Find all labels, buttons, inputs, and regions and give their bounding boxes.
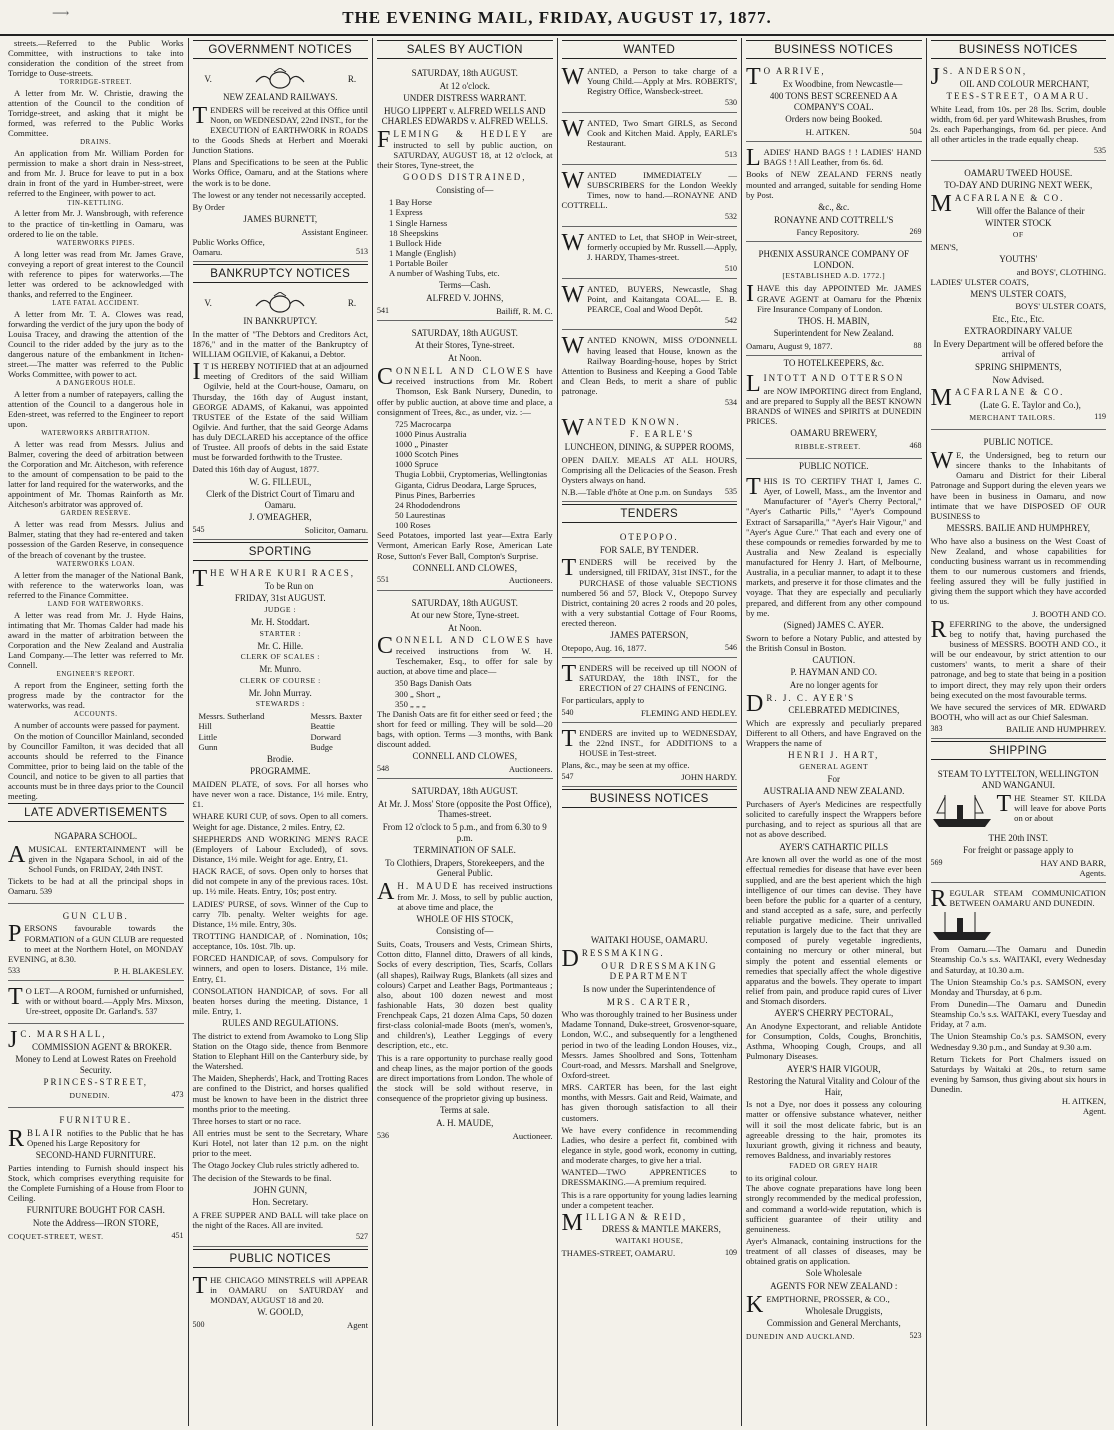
race-official: Mr. John Murray. <box>248 687 312 698</box>
race-event: FORCED HANDICAP, of sovs. Compulsory for winners, and open to losers. Distance, 1½ mile. Entry, £1. <box>192 953 368 984</box>
drop-cap: W <box>561 115 585 142</box>
drop-cap: W <box>561 229 585 256</box>
steward-name: Beattie <box>310 721 335 732</box>
steward-name: Messrs. Baxter <box>310 711 362 722</box>
ad-number: 513 <box>725 150 737 160</box>
section-sales-by-auction: SALES BY AUCTION <box>377 40 553 59</box>
ad-whare-kuri-races: THE WHARE KURI RACES, To be Run on FRIDAY, 31st AUGUST. JUDGE : Mr. H. Stoddart. STARTER : Mr. C. Hille. CLERK OF SCALES : Mr. Munro. CLERK OF COURSE : Mr. John Murray. STEWARDS : Messrs. Sutherland Hill Little Gunn Messrs. Baxter Beattie Dorward Budge Brodie. PROGRAMME. MAIDEN PLATE, of sovs. For all horses who have never won a race. Distance, 1½ mile. Entry, £1. WHARE KURI CUP, of sovs. Open to all comers. Weight for age. Distance, 2 miles. Entry, £2. SHEPHERDS AND WORKING MEN'S RACE (Employers of Labour Excluded), of sovs. Distance, 1½ mile. Weight for age. Entry, £1. HACK RACE, of sovs. Open only to horses that did not compete in any of the previous races. 10st. up. 1½ mile. Heats. Entry, 10s; post entry. LADIES' PURSE, of sovs. Winner of the Cup to carry 7lb. penalty. Welter weights for age. Distance, 1½ mile. Entry, 30s. TROTTING HANDICAP, of . Nomination, 10s; acceptance, 10s. 10st. 7lb. up. FORCED HANDICAP, of sovs. Compulsory for winners, and open to losers. Distance, 1½ mile. Entry, £1. CONSOLATION HANDICAP, of sovs. For all beaten horses during the meeting. Distance, 1 mile. Entry, 1. RULES AND REGULATIONS. The district to extend from Awamoko to Long Slip Station on the Otago side, thence from Benmore Station to Elephant Hill on the Canterbury side, by the Watershed. The Maiden, Shepherds', Hack, and Trotting Races are confined to the District, and horses qualified must be known to have been in the district three months prior to the meeting. Three horses to start or no race. All entries must be sent to the Secretary, Whare Kuri Hotel, not later than 12 p.m. on the night prior to the meet. The Otago Jockey Club rules strictly adhered to. The decision of the Stewards to be final. JOHN GUNN, Hon. Secretary. A FREE SUPPER AND BALL will take place on the night of the Races. All are invited. 527 <box>193 565 369 1246</box>
column-1 <box>4 38 189 1426</box>
list-item: 725 Macrocarpa <box>395 418 452 429</box>
race-rule: Three horses to start or no race. <box>192 1115 302 1126</box>
ad-number: 542 <box>725 316 737 325</box>
news-paragraph: A long letter was read from Mr. James Grave, conveying a report of great interest to the Council with reference to pipes for waterworks.—The letter was ordered to be acknowledged with thanks, and referred to the Engineer. <box>8 248 184 299</box>
ad-wanted <box>562 281 738 331</box>
news-paragraph: A letter from Mr. W. Christie, drawing the attention of the Council to the condition of Torridge-street, and asking that it might be formed, was referred to the Public Works Committee. <box>8 88 184 139</box>
section-government-notices: GOVERNMENT NOTICES <box>193 40 369 59</box>
stewards-right <box>310 711 362 752</box>
drop-cap: W <box>561 167 585 194</box>
ad-trees-sale: SATURDAY, 18th AUGUST. At their Stores, Tyne-street. At Noon. CONNELL AND CLOWES have received instructions from Mr. Robert Thomson, Esk Bank Nursery, Dunedin, to offer by public auction, at above time and place, a consignment of Trees, &c., as under, viz. :— 725 Macrocarpa 1000 Pinus Australia 1000 „ Pinaster 1000 Scotch Pines 1000 Spruce Thugia Lobbii, Cryptomerias, Wellingtonias Giganta, Cidrus Deodara, Large Spruces, Pinus Pines, Barberries 24 Rhododendrons 50 Laurestinas 100 Roses Seed Potatoes, imported last year—Extra Early Vermont, American Early Rose, American Late Rose, Sutton's Fever Ball, Compton's Surprise. CONNELL AND CLOWES, 551 Auctioneers. <box>377 323 553 591</box>
drop-cap: W <box>561 281 585 308</box>
list-item: Thugia Lobbii, Cryptomerias, Wellingtonias Giganta, Cidrus Deodara, Large Spruces, Pinus Pines, Barberries <box>395 469 548 500</box>
list-item: A number of Washing Tubs, etc. <box>389 268 500 279</box>
ad-dressmaking: WAITAKI HOUSE, OAMARU. DRESSMAKING. OUR DRESSMAKING DEPARTMENT Is now under the Superintendence of MRS. CARTER, Who was thoroughly trained to her Business under Madame Tonnand, Duke-street, Grosvenor-square, London, W.C., and subsequently for a lengthened period in two of the leading London Houses, viz., Messrs. James Shoolbred and Sons, Tottenham Court-road, and Messrs. Marshall and Snelgrove, Oxford-street. MRS. CARTER has been, for the last eight months, with Messrs. Gait and Reid, Waimate, and has given thorough satisfaction to all their customers. We have every confidence in recommending Ladies, who desire a perfect fit, combined with elegance in style, good work, economy in cutting, and moderate charges, to give her a trial. WANTED—TWO APPRENTICES to DRESSMAKING.—A premium required. This is a rare opportunity for young ladies learning under a competent teacher. MILLIGAN & REID, DRESS & MANTLE MAKERS, WAITAKI HOUSE, THAMES-STREET, OAMARU. 109 <box>561 935 737 1258</box>
ad-number: 530 <box>725 98 737 108</box>
ad-anderson-oil: J S. ANDERSON, OIL AND COLOUR MERCHANT, TEES-STREET, OAMARU. White Lead, from 10s. per 28 lbs. Scrim, double width, from 6d. per yard Whitewash Brushes, from 2s. each Paperhangings, from 6d. per piece. And all other articles in the trade equally cheap. 535 <box>931 63 1107 161</box>
newspaper-title: THE EVENING MAIL, FRIDAY, AUGUST 17, 1877. <box>342 8 772 27</box>
news-subheading: WATERWORKS LOAN. <box>56 560 136 568</box>
arrow-mark: ⟶ <box>52 6 70 20</box>
steward-name: Gunn <box>198 741 218 752</box>
goods-list <box>377 197 553 278</box>
section-bankruptcy-notices: BANKRUPTCY NOTICES <box>193 264 369 283</box>
ad-wanted <box>562 167 738 227</box>
wanted-list <box>562 63 738 412</box>
section-late-advertisements: LATE ADVERTISEMENTS <box>8 803 184 822</box>
news-subheading: GARDEN RESERVE. <box>60 510 131 518</box>
ad-number: 534 <box>725 398 737 408</box>
news-paragraph: streets.—Referred to the Public Works Committee, with instructions to take into consideration the condition of the street from Torridge to Ouse-streets. <box>8 38 184 79</box>
race-event: SHEPHERDS AND WORKING MEN'S RACE (Employers of Labour Excluded), of sovs. Distance, 1½ mile. Weight for age. Entry, £1. <box>192 833 368 864</box>
race-rule: All entries must be sent to the Secretary, Whare Kuri Hotel, not later than 12 p.m. on the night prior to the meet. <box>192 1127 368 1159</box>
ad-oamaru-tweed-house: OAMARU TWEED HOUSE. TO-DAY AND DURING NEXT WEEK, MACFARLANE & CO. Will offer the Balance of their WINTER STOCK OF MEN'S, YOUTHS' and BOYS', CLOTHING. LADIES' ULSTER COATS, MEN'S ULSTER COATS, BOYS' ULSTER COATS, Etc., Etc., Etc. EXTRAORDINARY VALUE In Every Department will be offered before the arrival of SPRING SHIPMENTS, Now Advised. MACFARLANE & CO. (Late G. E. Taylor and Co.), MERCHANT TAILORS. 119 <box>931 163 1107 431</box>
ad-number: 532 <box>725 212 737 222</box>
ad-gun-club: GUN CLUB. PERSONS favourable towards the FORMATION of a GUN CLUB are requested to meet at the Northern Hotel, on MONDAY EVENING, at 8.30. 533 P. H. BLAKESLEY. <box>8 906 184 981</box>
list-item: 1 Single Harness <box>389 217 448 228</box>
ad-ayers-medicines: THIS IS TO CERTIFY THAT I, James C. Ayer, of Lowell, Mass., am the Inventor and Manufacturer of "Ayer's Cherry Pectoral," "Ayer's Cathartic Pills," "Ayer's Compound Extract of Sarsaparilla," "Ayer's Hair Vigour," and "Ayer's Ague Cure." That each and every one of these compounds or remedies forwarded by me to Australia and New Zealand is especially manufactured for Henry J. Hart, of Melbourne, Australia, in a peculiar manner, to adapt it to these markets, and preserve it for those climates and the voyage. That they are especially and peculiarly prepared, and different from any other compound by me. (Signed) JAMES C. AYER. Sworn to before a Notary Public, and attested by the British Consul in Boston. CAUTION. P. HAYMAN AND CO. Are no longer agents for D R. J. C. AYER'S CELEBRATED MEDICINES, Which are expressly and peculiarly prepared Different to all Others, and have Engraved on the Wrappers the name of HENRI J. HART, GENERAL AGENT For AUSTRALIA AND NEW ZEALAND. Purchasers of Ayer's Medicines are respectfully solicited to carefully inspect the Wrappers before purchasing, and to reject as spurious all that are not as above described. AYER'S CATHARTIC PILLS Are known all over the world as one of the most effectual remedies for disease that have ever been supplied, and are the best aperient which the high intelligence of our times can devise. They have been before the public for a quarter of a century, and stand accepted as a safe, sure, and perfectly reliable purgative medicine. Their unrivalled reputation is largely due to the fact that they are composed of purely vegetable ingredients, containing no mercury or other mineral, but simply the potent and essential elements or remedies that specially affect the whole digestive apparatus and the bowels. They operate to impart relief from pain, and produce rapid cures of Liver and Stomach disorders. AYER'S CHERRY PECTORAL, An Anodyne Expectorant, and reliable Antidote for Consumption, Colds, Coughs, Bronchitis, Asthma, Whooping Cough, Croups, and all Pulmonary Diseases. AYER'S HAIR VIGOUR, Restoring the Natural Vitality and Colour of the Hair, Is not a Dye, nor does it possess any colouring matter or offensive substance whatever, neither will it soil the most delicate fabric, but is an agreeable dressing to the hair, promotes its luxuriant growth, giving it richness and beauty, removes Baldness, and invariably restores FADED OR GREY HAIR to its original colour. The above cognate preparations have long been strongly recommended by the medical profession, and command a world-wide reputation, which is sufficient guarantee of their utility and genuineness. Ayer's Almanack, containing instructions for the treatment of all classes of diseases, may be obtained gratis on application. Sole Wholesale AGENTS FOR NEW ZEALAND : KEMPTHORNE, PROSSER, & CO., Wholesale Druggists, Commission and General Merchants, DUNEDIN AND AUCKLAND. 523 <box>746 473 922 1341</box>
wanted-text <box>561 229 738 262</box>
news-paragraph: A letter was read from Mr. J. Hyde Hains, intimating that Mr. Thomas Calder had made his award in the matter of arbitration between the Corporation and the New Zealand and Australia Land Company.—The letter was referred to Mr. Connell. <box>8 609 184 670</box>
ad-to-let: T O LET—A ROOM, furnished or unfurnished, with or without board.—Apply Mrs. Mixson, Ure-street, opposite Dr. Garland's. 537 <box>8 983 184 1024</box>
list-item: 24 Rhododendrons <box>395 499 461 510</box>
list-item: 300 „ Short „ <box>395 688 441 699</box>
ad-regular-steam: REGULAR STEAM COMMUNICATION BETWEEN OAMARU AND DUNEDIN. From Oamaru.—The Oamaru and Dunedin Steamship Co.'s s.s. WAITAKI, every Wednesday and Saturday, at 10.30 a.m. The Union Steamship Co.'s p.s. SAMSON, every Monday and Thursday, at 6 p.m. From Dunedin—The Oamaru and Dunedin Steamship Co.'s s.s. WAITAKI, every Tuesday and Friday, at 7 a.m. The Union Steamship Co.'s p.s. SAMSON, every Wednesday 9.30 p.m., and Sunday at 9.30 a.m. Return Tickets for Port Chalmers issued on Saturdays by Waitaki at 20s., to return same evening by Samson, thus giving about six hours in Dunedin. H. AITKEN, Agent. <box>930 886 1106 1117</box>
ad-phoenix-assurance: PHŒNIX ASSURANCE COMPANY OF LONDON. [ESTABLISHED A.D. 1772.] IHAVE this day APPOINTED Mr. JAMES GRAVE AGENT at Oamaru for the Phœnix Fire Insurance Company of London. THOS. H. MABIN, Superintendent for New Zealand. Oamaru, August 9, 1877. 88 <box>746 244 922 356</box>
steward-name: Messrs. Sutherland <box>198 711 265 722</box>
wanted-body: ANTED, BUYERS, Newcastle, Shag Point, and Kaitangata COAL.— E. B. PEARCE, Coal and Wood Depôt. <box>587 283 737 314</box>
news-paragraph: A letter from Mr. T. A. Clowes was read, forwarding the verdict of the jury upon the body of Louisa Tracey, and drawing the attention of the Council to the rider added by the jury as to the dangerous nature of the embankment in Itchen-street.—The matter was referred to the Public Works Committee, with power to act. <box>8 308 184 379</box>
ad-wanted <box>562 332 738 411</box>
section-wanted: WANTED <box>562 40 738 59</box>
news-paragraph: On the motion of Councillor Mainland, seconded by Councillor Familton, it was decided that all accounts should be referred to the Finance Committee, prior to being laid on the table of the Council, and notice to be given to all parties that accounts must be in three days prior to the Council meeting. <box>8 730 184 802</box>
race-event: WHARE KURI CUP, of sovs. Open to all comers. Weight for age. Distance, 2 miles. Entry, £2. <box>192 811 368 832</box>
section-sporting: SPORTING <box>193 542 369 561</box>
section-business-notices-4: BUSINESS NOTICES <box>562 789 738 808</box>
news-paragraph: A letter from a number of ratepayers, calling the attention of the Council to a dangerous hole in Eden-street, was referred to the Engineer to report upon. <box>8 388 184 430</box>
ad-nz-railways: V. R. NEW ZEALAND RAILWAYS. TENDERS will be received at this Office until Noon, on WEDNESDAY, 22nd INST., for the EXECUTION of EARTHWORK in ROADS to the Goods Sheds at Herbert and Moeraki Junction Stations. Plans and Specifications to be seen at the Public Works Office, Oamaru, and at the Stations where the work is to be done. The lowest or any tender not necessarily accepted. By Order JAMES BURNETT, Assistant Engineer. Public Works Office, Oamaru. 513 <box>193 63 369 262</box>
news-paragraph: A number of accounts were passed for payment. <box>14 719 180 730</box>
ad-hardy-tender: TENDERS are invited up to WEDNESDAY, the 22nd INST., for ADDITIONS to a HOUSE in Test-street. Plans, &c., may be seen at my office. 547 JOHN HARDY. <box>562 725 738 788</box>
news-subheading: TIN-KETTLING. <box>67 199 125 207</box>
race-official: CLERK OF COURSE : <box>239 675 321 685</box>
section-business-notices-5: BUSINESS NOTICES <box>746 40 922 59</box>
ad-bankruptcy: V. R. IN BANKRUPTCY. In the matter of "The Debtors and Creditors Act, 1876," and in the matter of the Bankruptcy of WILLIAM OGILVIE, of Kakanui, a Debtor. I T IS HEREBY NOTIFIED that at an adjourned meeting of Creditors of the said William Ogilvie, held at the Court-house, Oamaru, on Thursday, the 16th day of August instant, GEORGE ADAMS, of Kakanui, was appointed TRUSTEE of the Estate of the said William Ogilvie. And further, that the said George Adams has duly DECLARED his acceptance of the office of Trustee. All proofs of debts in the said Estate must be forwarded forthwith to the Trustee. Dated this 16th day of August, 1877. W. G. FILLEUL, Clerk of the District Court of Timaru and Oamaru. J. O'MEAGHER, 545 Solicitor, Oamaru. <box>193 287 369 540</box>
race-official: JUDGE : <box>264 605 297 615</box>
race-official: CLERK OF SCALES : <box>240 652 320 662</box>
steward-name: Dorward <box>310 731 341 742</box>
news-subheading: ENGINEER'S REPORT. <box>56 670 135 678</box>
news-paragraph: A letter from Mr. J. Wansbrough, with reference to the practice of tin-kettling in Oamaru, was ordered to lie on the table. <box>8 208 184 239</box>
column-4 <box>558 38 743 1426</box>
section-shipping: SHIPPING <box>931 741 1107 760</box>
ad-booth-bailie: PUBLIC NOTICE. W E, the Undersigned, beg to return our sincere thanks to the Inhabitants of Oamaru and District for their Liberal Patronage and Support during the eleven years we have been in business in Oamaru, and now intimate that we have DISPOSED OF OUR BUSINESS to MESSRS. BAILIE AND HUMPHREY, Who have also a business on the West Coast of New Zealand, and whose capabilities for conducting business warrant us in recommending them to our numerous customers and friends, feeling assured they will be fully justified in giving them the support which they have accorded to us. J. BOOTH AND CO. REFERRING to the above, the undersigned beg to notify that, having purchased the business of MESSRS. BOOTH AND CO., it will be our endeavour, by strict attention to our customers' wants, to merit a share of their patronage, and beg to state that being in a position to import direct, they may rely upon their orders being executed on the most favourable terms. We have secured the services of MR. EDWARD BOOTH, who will act as our Chief Salesman. 383 BAILIE AND HUMPHREY. <box>931 432 1107 739</box>
ad-wanted <box>562 63 738 113</box>
council-report <box>8 38 184 801</box>
news-subheading: DRAINS. <box>80 139 112 147</box>
list-item: 50 Laurestinas <box>395 510 446 521</box>
section-public-notices: PUBLIC NOTICES <box>193 1249 369 1268</box>
ad-maude-stock-sale: SATURDAY, 18th AUGUST. At Mr. J. Moss' Store (opposite the Post Office), Thames-street. From 12 o'clock to 5 p.m., and from 6.30 to 9 p.m. TERMINATION OF SALE. To Clothiers, Drapers, Storekeepers, and the General Public. A H. MAUDE has received instructions from Mr. J. Moss, to sell by public auction, at above time and place, the WHOLE OF HIS STOCK, Consisting of— Suits, Coats, Trousers and Vests, Crimean Shirts, Cotton ditto, Flannel ditto, Drawers of all kinds, Socks of every description, Ties, Scarfs, Collars (all shapes), Railway Rugs, Blankets (all sizes and colours) Carpet and Leather Bags, Portmanteaus ; also, about 100 dozen newest and most fashionable Hats, 30 dozen best quality Frenchpeak Caps, 21 dozen Alma Caps, 50 dozen first-class colonial-made Boots (men's, women's, and children's), Leather Leggings of every description, etc., etc. This is a rare opportunity to purchase really good and cheap lines, as the major portion of the goods are direct importations from London. The whole of the stock will be sold without reserve, in consequence of the proprietor giving up business. Terms at sale. A. H. MAUDE, 536 Auctioneer. <box>377 786 553 1141</box>
list-item: 1000 „ Pinaster <box>395 439 448 450</box>
royal-crest-icon <box>252 68 308 90</box>
news-paragraph: An application from Mr. William Porden for permission to make a short drain in Ness-street, and from Mr. J. Bruce for leave to put in a box drain in front of the yard in Humber-street, were referred to the Engineer, with power to act. <box>8 148 184 199</box>
ad-ngapara-school: NGAPARA SCHOOL. AMUSICAL ENTERTAINMENT will be given in the Ngapara School, in aid of the School Funds, on FRIDAY, 24th INST. Tickets to be had at all the principal shops in Oamaru. 539 <box>8 826 184 904</box>
list-item: 1000 Scotch Pines <box>395 449 459 460</box>
public-notice-heading: PUBLIC NOTICE. <box>799 460 869 471</box>
wanted-text <box>561 115 738 149</box>
ad-coal-arrive: T O ARRIVE, Ex Woodbine, from Newcastle— 400 TONS BEST SCREENED A A COMPANY'S COAL. Orders now being Booked. H. AITKEN. 504 <box>746 63 922 142</box>
wanted-body: ANTED, a Person to take charge of a Young Child.—Apply at Mrs. ROBERTS', Registry Office, Wansbeck-street. <box>587 66 737 97</box>
list-item: 18 Sheepskins <box>389 227 439 238</box>
ad-wanted <box>562 115 738 165</box>
list-item: 350 Bags Danish Oats <box>395 678 472 689</box>
ad-hand-bags: LADIES' HAND BAGS ! ! LADIES' HAND BAGS ! ! All Leather, from 6s. 6d. Books of NEW ZEALAND FERNS neatly mounted and arranged, suitable for sending Home by Post. &c., &c. RONAYNE AND COTTRELL'S Fancy Repository. 269 <box>746 144 922 242</box>
race-rules <box>193 1031 369 1183</box>
column-6 <box>927 38 1111 1426</box>
trees-list <box>377 419 553 531</box>
column-3 <box>373 38 558 1426</box>
ad-earles-rooms: WANTED KNOWN. F. EARLE'S LUNCHEON, DINING, & SUPPER ROOMS, OPEN DAILY. MEALS AT ALL HOURS, Comprising all the Delicacies of the Season. Fresh Oysters always on hand. N.B.—Table d'hôte at One p.m. on Sundays 535 <box>562 414 738 502</box>
ad-chicago-minstrels: THE CHICAGO MINSTRELS will APPEAR in OAMARU on SATURDAY and MONDAY, AUGUST 18 and 20. W. GOOLD, 500 Agent <box>192 1272 368 1330</box>
race-official: Mr. C. Hille. <box>257 640 304 651</box>
steamship-icon <box>931 793 993 831</box>
news-subheading: WATERWORKS PIPES. <box>56 239 135 247</box>
ad-number: 510 <box>725 264 737 274</box>
news-paragraph: A letter was read from Messrs. Julius and Balmer, covering the deed of arbitration between the Corporation and Mr. Aitcheson, with reference to the amount of compensation to be paid to the latter for land required for the waterworks, and the appointment of Mr. Thomas Rainforth as Mr. Aitcheson's arbitrator was approved of. <box>8 439 184 510</box>
race-rule: The Otago Jockey Club rules strictly adhered to. <box>192 1160 360 1171</box>
ad-lintott-otterson: LINTOTT AND OTTERSON are NOW IMPORTING direct from England, and are prepared to Supply all the BEST KNOWN BRANDS of WINES and SPIRITS at DUNEDIN PRICES. OAMARU BREWERY, RIBBLE-STREET. 468 <box>746 370 922 459</box>
news-paragraph: A letter from the manager of the National Bank, with reference to the waterworks loan, was referred to the Finance Committee. <box>8 569 184 600</box>
wanted-text <box>561 167 738 211</box>
ad-fencing-tender: TENDERS will be received up till NOON of SATURDAY, the 18th INST., for the ERECTION of 27 CHAINS of FENCING. For particulars, apply to 540 FLEMING AND HEDLEY. <box>562 660 738 723</box>
column-5 <box>742 38 927 1426</box>
steward-name: Little <box>198 731 218 742</box>
masthead <box>0 0 1114 36</box>
news-subheading: TORRIDGE-STREET. <box>59 79 132 87</box>
list-item: 1 Bay Horse <box>389 197 432 208</box>
wanted-text <box>562 66 738 96</box>
news-subheading: ACCOUNTS. <box>73 710 118 718</box>
drop-cap: W <box>561 64 585 90</box>
list-item: 1000 Spruce <box>395 459 439 470</box>
ad-st-kilda: STEAM TO LYTTELTON, WELLINGTON AND WANGANUI. THE Steamer ST. KILDA will leave for above Ports on or about THE 20th INST. For freight or passage apply to 569 HAY AND BARR, Agents. <box>931 764 1107 883</box>
ad-marshall: J C. MARSHALL, COMMISSION AGENT & BROKER. Money to Lend at Lowest Rates on Freehold Security. PRINCES-STREET, DUNEDIN. 473 <box>8 1026 184 1108</box>
race-event: HACK RACE, of sovs. Open only to horses that did not compete in any of the previous races. 10st. up. 1½ mile. Heats. Entry, 10s; post entry. <box>192 866 368 897</box>
news-subheading: WATERWORKS ARBITRATION. <box>41 430 151 438</box>
news-paragraph: A report from the Engineer, setting forth the progress made by the contractor for the waterworks, was read. <box>8 679 184 710</box>
news-subheading: LATE FATAL ACCIDENT. <box>52 299 140 307</box>
steamship-icon <box>931 910 993 944</box>
race-events <box>193 779 369 1016</box>
race-event: MAIDEN PLATE, of sovs. For all horses who have never won a race. Distance, 1½ mile. Entry, £1. <box>192 779 368 810</box>
list-item: 1000 Pinus Australia <box>395 428 467 439</box>
section-tenders: TENDERS <box>562 504 738 523</box>
column-2 <box>189 38 374 1426</box>
stewards-left <box>199 711 265 752</box>
race-official: Mr. Munro. <box>259 664 302 675</box>
race-event: TROTTING HANDICAP, of . Nomination, 10s; acceptance, 10s. 10st. 7lb. up. <box>192 930 368 952</box>
list-item: 100 Roses <box>395 520 431 531</box>
news-subheading: LAND FOR WATERWORKS. <box>47 600 144 608</box>
wanted-body: ANTED KNOWN, MISS O'DONNELL having leased that House, known as the Railway Boarding-house, hopes by Strict Attention to Business and Keeping a Good Table and Clean Beds, to merit a share of public patronage. <box>561 335 737 397</box>
race-rule: The Maiden, Shepherds', Hack, and Trotting Races are confined to the District, and horses qualified must be known to have been in the district three months prior to the meeting. <box>192 1073 368 1114</box>
news-paragraph: A letter was read from Messrs. Julius and Balmer, stating that they had re-entered and taken possession of the Garden Reserve, in consequence of the breach of covenant by the trustee. <box>8 519 184 560</box>
wanted-text <box>561 281 738 314</box>
wanted-text <box>562 335 738 396</box>
list-item: 350 „ „ „ <box>395 698 426 709</box>
ad-otepopo-tender: OTEPOPO. FOR SALE, BY TENDER. TENDERS will be received by the undersigned, till FRIDAY, 31st INST., for the PURCHASE of those valuable SECTIONS numbered 56 and 57, Block V., Otepopo Survey District, containing 20 acres 2 roods and 20 poles, with a very substantial Cottage of Four Rooms, erected thereon. JAMES PATERSON, Otepopo, Aug. 16, 1877. 546 <box>562 527 738 658</box>
royal-crest-icon <box>252 292 308 314</box>
oats-list <box>377 678 553 708</box>
steward-name: Budge <box>310 741 333 752</box>
columns <box>4 38 1110 1426</box>
ad-furniture: FURNITURE. RBLAIR notifies to the Public that he has Opened his Large Repository for SECOND-HAND FURNITURE. Parties intending to Furnish should inspect his Stock, which comprises everything requisite for the Complete Furnishing of a House from Floor to Ceiling. FURNITURE BOUGHT FOR CASH. Note the Address—IRON STORE, COQUET-STREET, WEST. 451 <box>8 1114 184 1241</box>
race-official: Mr. H. Stoddart. <box>250 616 310 627</box>
ad-distress-warrant-sale: SATURDAY, 18th AUGUST. At 12 o'clock. UNDER DISTRESS WARRANT. HUGO LIPPERT v. ALFRED WELLS AND CHARLES EDWARDS v. ALFRED WELLS. FLEMING & HEDLEY are instructed to sell by public auction, on SATURDAY, AUGUST 18, at 12 o'clock, at their Stores, Tyne-street, the GOODS DISTRAINED, Consisting of— 1 Bay Horse 1 Express 1 Single Harness 18 Sheepskins 1 Bullock Hide 1 Mangle (English) 1 Portable Boiler A number of Washing Tubs, etc. Terms—Cash. ALFRED V. JOHNS, 541 Bailiff, R. M. C. <box>377 63 553 321</box>
race-official: STARTER : <box>259 628 301 638</box>
section-business-notices-6: BUSINESS NOTICES <box>931 40 1107 59</box>
race-rule: The district to extend from Awamoko to Long Slip Station on the Otago side, thence from Benmore Station to Elephant Hill on the Canterbury side, by the Watershed. <box>192 1030 368 1072</box>
list-item: 1 Bullock Hide <box>389 237 442 248</box>
race-event: LADIES' PURSE, of sovs. Winner of the Cup to carry 7lb. penalty. Welter weights for age. Distance, 1½ mile. Entry, 30s. <box>192 898 368 929</box>
race-rule: The decision of the Stewards to be final. <box>192 1172 332 1183</box>
list-item: 1 Mangle (English) <box>389 248 456 258</box>
wanted-body: ANTED, Two Smart GIRLS, as Second Cook and Kitchen Maid. Apply, EARLE's Restaurant. <box>587 117 737 149</box>
news-subheading: A DANGEROUS HOLE. <box>55 380 136 388</box>
ad-wanted <box>562 229 738 279</box>
ad-oats-sale: SATURDAY, 18th AUGUST. At our new Store, Tyne-street. At Noon. CONNELL AND CLOWES have received instructions from W. H. Teschemaker, Esq., to offer for sale by auction, at above time and place— 350 Bags Danish Oats 300 „ Short „ 350 „ „ „ The Danish Oats are fit for either seed or feed ; the short for feed or milling. They will be sold—20 bags, with option. Terms —3 months, with Bank discount added. CONNELL AND CLOWES, 548 Auctioneers. <box>377 593 553 780</box>
drop-cap: W <box>561 333 585 360</box>
steward-name: Hill <box>198 721 212 732</box>
list-item: 1 Portable Boiler <box>389 258 448 269</box>
wanted-body: ANTED IMMEDIATELY — SUBSCRIBERS for the London Weekly Times, now to hand.—RONAYNE AND COTTRELL. <box>561 169 737 211</box>
list-item: 1 Express <box>389 207 423 218</box>
race-officials <box>193 606 369 709</box>
hotelkeepers-heading: TO HOTELKEEPERS, &c. <box>783 358 884 369</box>
race-event: CONSOLATION HANDICAP, of sovs. For all beaten horses during the meeting. Distance, 1 mile. Entry, 1. <box>192 985 368 1016</box>
race-official: STEWARDS : <box>255 699 305 709</box>
wanted-body: ANTED to Let, that SHOP in Weir-street, formerly occupied by Mr. Russell.—Apply, J. HARDY, Thames-street. <box>587 231 737 262</box>
